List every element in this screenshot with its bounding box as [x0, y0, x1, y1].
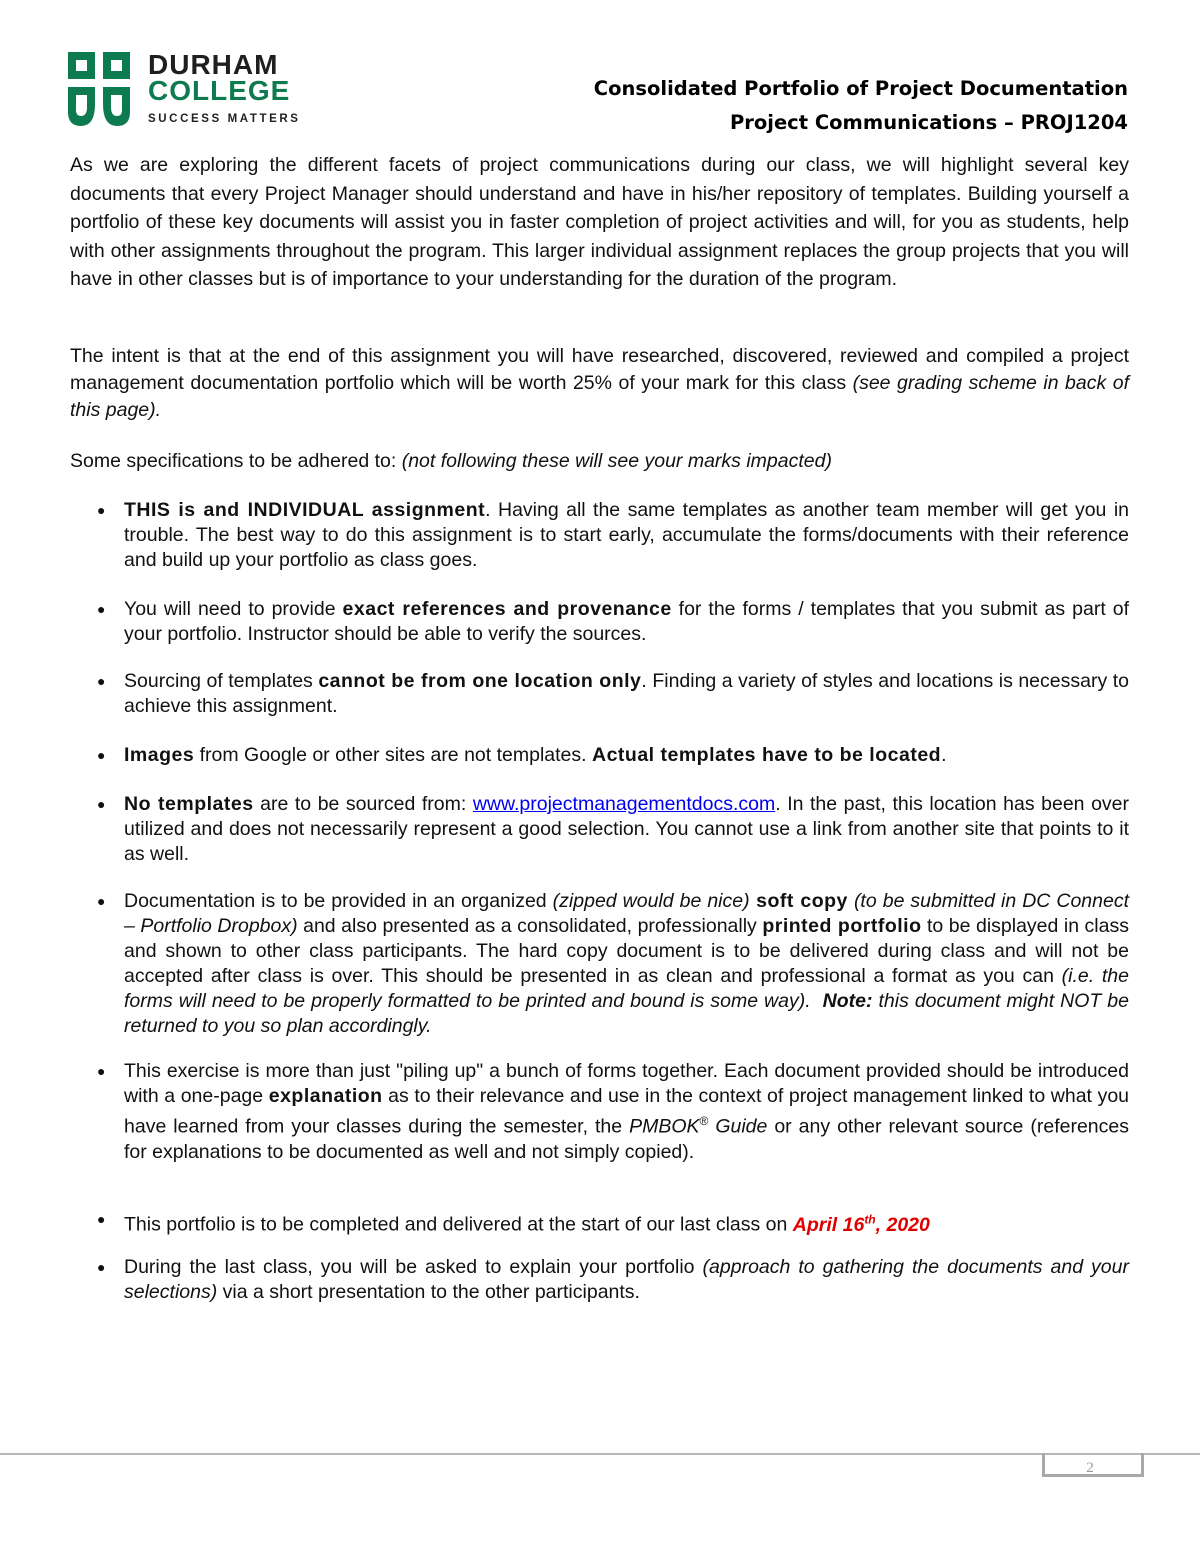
logo-emblem-icon — [68, 52, 132, 128]
logo-word-durham: DURHAM — [148, 49, 279, 80]
list-item — [97, 889, 1130, 1039]
bullet-icon: ● — [97, 796, 106, 812]
bullet-bold: soft copy — [749, 890, 848, 912]
bullet-italic: (zipped would be nice) — [552, 890, 750, 912]
footer-divider — [0, 1453, 1200, 1455]
document-title: Consolidated Portfolio of Project Documentation — [593, 77, 1128, 100]
bullet-icon: ● — [97, 673, 106, 689]
intro-paragraph: As we are exploring the different facets of project communications during our class, we will highlight several key documents that every Project Manager should understand and have in his/her repository of templates. Building yourself a portfolio of these key documents will assist you in faster completion of project activities and will, for you as students, help with other assignments throughout the program. This larger individual assignment replaces the group projects that you will have in other classes but is of importance to your understanding for the duration of the program. — [70, 154, 1129, 290]
bullet-icon: ● — [97, 1063, 106, 1079]
bullet-text: During the last class, you will be asked to explain your portfolio — [124, 1256, 703, 1278]
bullet-text: as to their relevance and use in the context of project management linked to what you have learned from your classes during the semester, the — [124, 1085, 1130, 1138]
logo-word-college: COLLEGE — [148, 75, 291, 106]
bullet-icon: ● — [97, 893, 106, 909]
bullet-icon: ● — [97, 1211, 106, 1227]
bullet-text: . In the past, this location has been over utilized and does not necessarily represent a good selection. You cannot use a link from another site that points to it as well. — [124, 793, 1130, 865]
bullet-text: via a short presentation to the other participants. — [217, 1281, 640, 1303]
page-number: 2 — [1086, 1460, 1094, 1476]
due-date-year: , 2020 — [875, 1213, 930, 1236]
due-date-text: April 16 — [792, 1213, 865, 1236]
bullet-text: Sourcing of templates — [124, 670, 319, 692]
bullet-text: . — [941, 744, 947, 766]
bullet-icon: ● — [97, 1259, 106, 1275]
bullet-icon: ● — [97, 601, 106, 617]
bullet-italic: (approach to gathering the documents and your selections) — [124, 1256, 1129, 1303]
list-item — [97, 743, 1129, 768]
intent-paragraph — [70, 343, 1129, 424]
bullet-italic: (i.e. the forms will need to be properly formatted to be printed and bound is some way). — [124, 965, 1129, 1012]
projectmanagementdocs-link[interactable]: www.projectmanagementdocs.com — [472, 793, 776, 815]
bullet-text: . Finding a variety of styles and locations is necessary to achieve this assignment. — [124, 670, 1129, 717]
specifications-italic-note: (not following these will see your marks impacted) — [401, 450, 832, 472]
bullet-bold: exact references and provenance — [342, 598, 672, 620]
due-date — [793, 1214, 930, 1236]
intent-text: The intent is that at the end of this assignment you will have researched, discovered, reviewed and compiled a project management documentation portfolio which will be worth 25% of your mark for this class — [70, 345, 1129, 394]
bullet-bold: cannot be from one location only — [318, 670, 642, 692]
list-item — [97, 498, 1129, 573]
bullet-text: . Having all the same templates as another team member will get you in trouble. The best way to do this assignment is to start early, accumulate the forms/documents with their reference and build up your portfolio as class goes. — [124, 499, 1129, 571]
list-item — [97, 1255, 1129, 1305]
bullet-text: This exercise is more than just "piling up" a bunch of forms together. Each document provided should be introduced with a one-page — [124, 1060, 1129, 1107]
bullet-text: Documentation is to be provided in an organized — [124, 890, 553, 912]
specifications-text: Some specifications to be adhered to: — [70, 450, 402, 472]
pmbok-guide-label: Guide — [708, 1115, 768, 1138]
bullet-bold: THIS is and INDIVIDUAL assignment — [124, 499, 486, 521]
bullet-text: for the forms / templates that you submit as part of your portfolio. Instructor should be able to verify the sources. — [124, 598, 1129, 645]
bullet-text: and also presented as a consolidated, professionally — [297, 915, 763, 937]
bullet-italic: (to be submitted in DC Connect – Portfolio Dropbox) — [124, 890, 1130, 937]
bullet-bold: explanation — [268, 1085, 383, 1107]
logo-tagline: SUCCESS MATTERS — [148, 113, 301, 125]
bullet-bold: printed portfolio — [762, 915, 922, 937]
bullet-italic: this document might NOT be returned to you so plan accordingly. — [124, 990, 1129, 1037]
registered-mark: ® — [699, 1114, 709, 1128]
list-item — [97, 1059, 1130, 1165]
bullet-text: from Google or other sites are not templates. — [194, 744, 592, 766]
bullet-text: or any other relevant source (references for explanations to be documented as well and not simply copied). — [124, 1115, 1129, 1163]
bullet-bold: Images — [124, 744, 195, 766]
specifications-intro — [70, 447, 1129, 476]
bullet-text: are to be sourced from: — [253, 793, 473, 815]
bullet-icon: ● — [97, 747, 106, 763]
bullet-bold: No templates — [124, 793, 254, 815]
list-item — [97, 1207, 1129, 1238]
bullet-text: This portfolio is to be completed and delivered at the start of our last class on — [124, 1213, 793, 1236]
list-item — [97, 669, 1129, 719]
list-item — [97, 597, 1129, 647]
college-logo — [68, 50, 308, 130]
bullet-icon: ● — [97, 502, 106, 518]
bullet-bold: Actual templates have to be located — [591, 744, 942, 766]
bullet-note-label: Note: — [822, 990, 873, 1012]
due-date-ordinal: th — [864, 1212, 876, 1226]
pmbok-label: PMBOK — [629, 1115, 700, 1138]
bullet-text: You will need to provide — [124, 598, 343, 620]
intent-italic-note: (see grading scheme in back of this page). — [70, 372, 1129, 421]
list-item — [97, 792, 1130, 867]
bullet-text: to be displayed in class and shown to other class participants. The hard copy document is to be delivered during class and will not be accepted after class is over. This should be presented in as clean and professional a format as you can — [124, 915, 1129, 987]
course-title: Project Communications – PROJ1204 — [729, 111, 1128, 134]
